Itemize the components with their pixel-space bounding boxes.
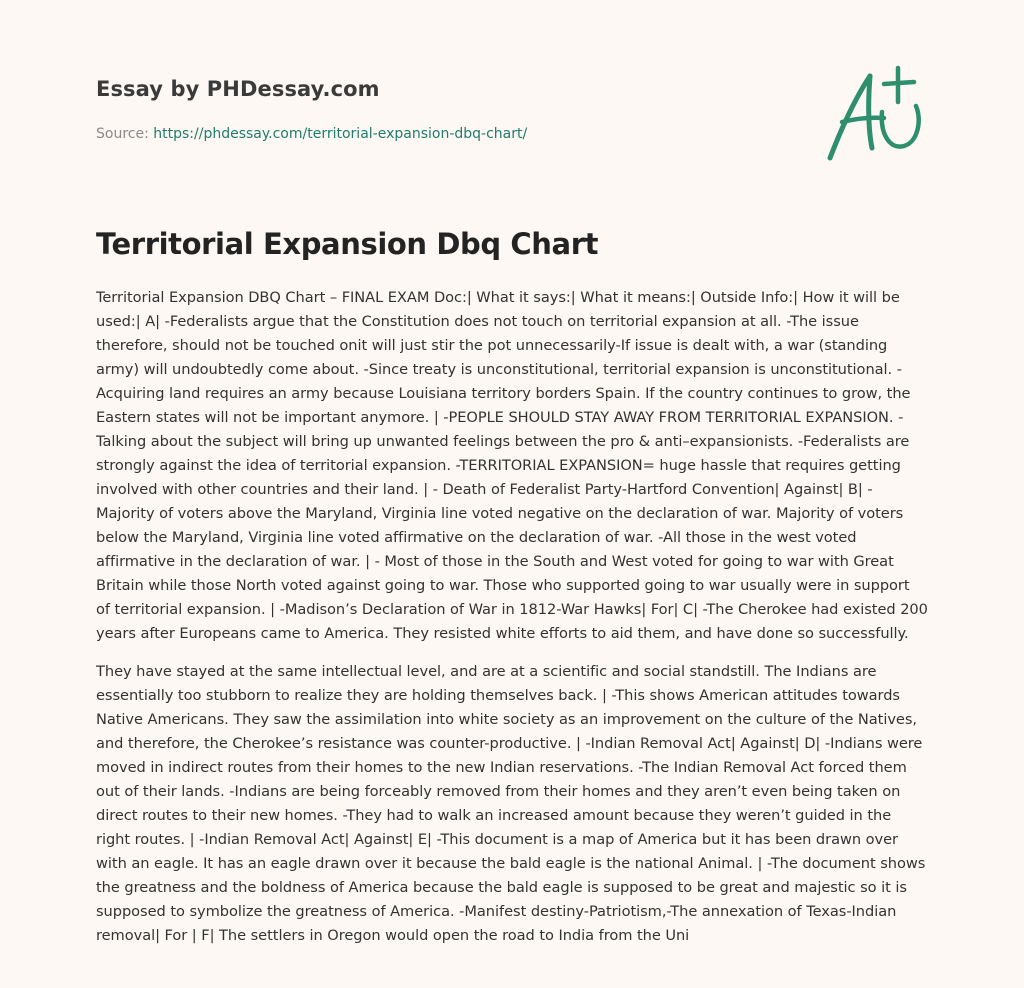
- site-header: [96, 74, 796, 144]
- source-label: Source:: [96, 126, 154, 142]
- essay-title: Territorial Expansion Dbq Chart: [96, 227, 599, 261]
- source-line: [96, 124, 796, 144]
- essay-paragraph: They have stayed at the same intellectual level, and are at a scientific and social standstill. The Indians are essentially too stubborn to realize they are holding themselves back. | -This shows American attitudes towards Native Americans. They saw the assimilation into white society as an improvement on the culture of the Natives, and therefore, the Cherokee’s resistance was counter-productive. | -Indian Removal Act| Against| D| -Indians were moved in indirect routes from their homes to the new Indian reservations. -The Indian Removal Act forced them out of their lands. -Indians are being forceably removed from their homes and they aren’t even being taken on direct routes to their new homes. -They had to walk an increased amount because they weren’t guided in the right routes. | -Indian Removal Act| Against| E| -This document is a map of America but it has been drawn over with an eagle. It has an eagle drawn over it because the bald eagle is the national Animal. | -The document shows the greatness and the boldness of America because the bald eagle is supposed to be great and majestic so it is supposed to symbolize the greatness of America. -Manifest destiny-Patriotism,-The annexation of Texas-Indian removal| For | F| The settlers in Oregon would open the road to India from the Uni: [96, 663, 926, 944]
- a-plus-logo-icon: [818, 62, 930, 166]
- essay-paragraph: Territorial Expansion DBQ Chart – FINAL EXAM Doc:| What it says:| What it means:| Outside Info:| How it will be used:| A| -Federalists argue that the Constitution does not touch on territorial expansion at all. -The issue therefore, should not be touched onit will just stir the pot unnecessarily-If issue is dealt with, a war (standing army) will undoubtedly come about. -Since treaty is unconstitutional, territorial expansion is unconstitutional. -Acquiring land requires an army because Louisiana territory borders Spain. If the country continues to grow, the Eastern states will not be important anymore. | -PEOPLE SHOULD STAY AWAY FROM TERRITORIAL EXPANSION. -Talking about the subject will bring up unwanted feelings between the pro & anti–expansionists. -Federalists are strongly against the idea of territorial expansion. -TERRITORIAL EXPANSION= huge hassle that requires getting involved with other countries and their land. | - Death of Federalist Party-Hartford Convention| Against| B| -Majority of voters above the Maryland, Virginia line voted negative on the declaration of war. Majority of voters below the Maryland, Virginia line voted affirmative on the declaration of war. -All those in the west voted affirmative in the declaration of war. | - Most of those in the South and West voted for going to war with Great Britain while those North voted against going to war. Those who supported going to war usually were in support of territorial expansion. | -Madison’s Declaration of War in 1812-War Hawks| For| C| -The Cherokee had existed 200 years after Europeans came to America. They resisted white efforts to aid them, and have done so successfully.: [96, 289, 928, 642]
- source-link[interactable]: https://phdessay.com/territorial-expansion-dbq-chart/: [153, 126, 528, 142]
- essay-body: [96, 286, 928, 962]
- brand-title: Essay by PHDessay.com: [96, 77, 380, 101]
